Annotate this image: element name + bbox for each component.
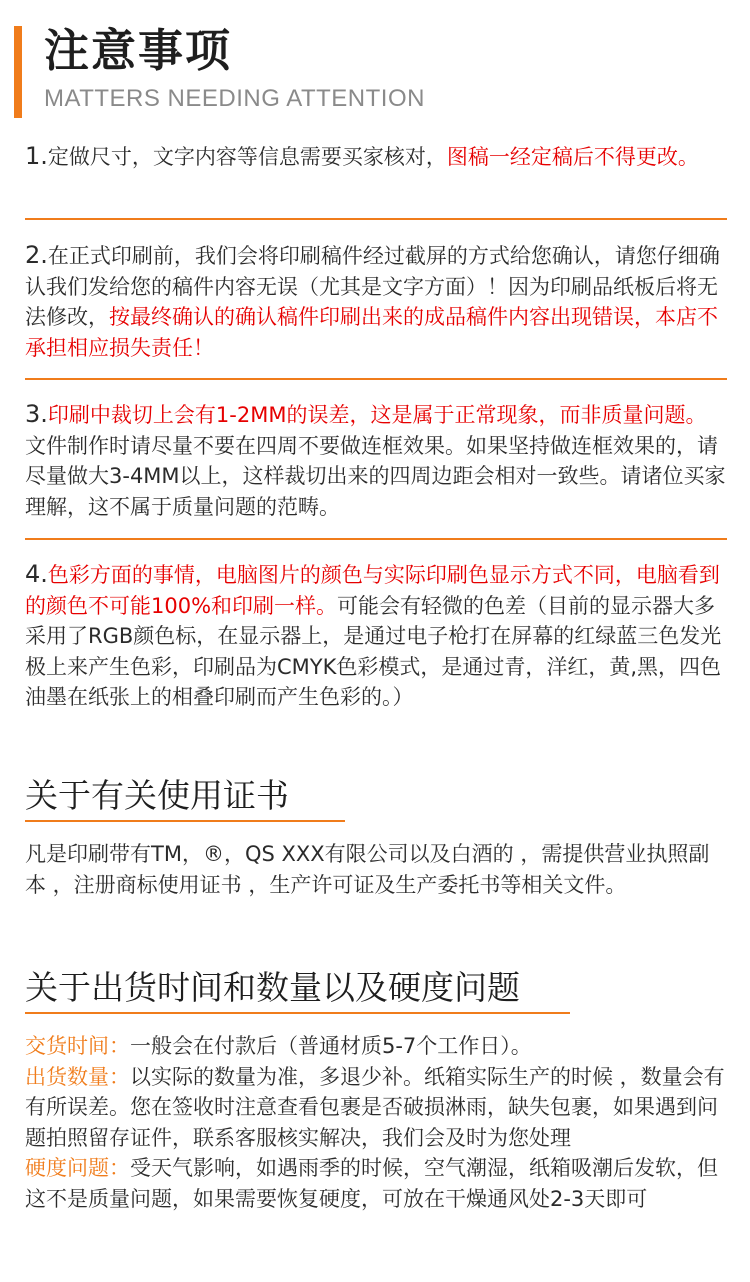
page-subtitle: MATTERS NEEDING ATTENTION (44, 85, 425, 112)
title-accent-bar (14, 26, 22, 118)
note-1-number: 1. (25, 142, 48, 170)
certificate-text: 凡是印刷带有TM，®，QS XXX有限公司以及白酒的 ，需提供营业执照副本 ，注册商标使用证书 ，生产许可证及生产委托书等相关文件。 (25, 842, 710, 897)
shipping-list (25, 1031, 725, 1214)
shipping-heading: 关于出货时间和数量以及硬度问题 (25, 968, 520, 1007)
shipping-item-hardness (25, 1153, 725, 1214)
note-2 (25, 240, 727, 363)
note-4-warning: 色彩方面的事情，电脑图片的颜色与实际印刷色显示方式不同，电脑看到的颜色不可能100%和印刷一样。 (25, 563, 720, 618)
page-title: 注意事项 (44, 24, 233, 77)
title-block (14, 10, 734, 110)
note-3 (25, 399, 727, 522)
shipping-heading-underline (25, 1012, 570, 1014)
note-4 (25, 559, 727, 713)
note-4-text: 可能会有轻微的色差（目前的显示器大多采用了RGB颜色标，在显示器上，是通过电子枪打在屏幕的红绿蓝三色发光极上来产生色彩，印刷品为CMYK色彩模式，是通过青，洋红，黄,黑，四色油墨在纸张上的相叠印刷而产生色彩的。） (25, 593, 722, 709)
quantity-label: 出货数量： (25, 1064, 130, 1089)
note-2-text: 在正式印刷前，我们会将印刷稿件经过截屏的方式给您确认，请您仔细确认我们发给您的稿件内容无误（尤其是文字方面）！因为印刷品纸板后将无法修改， (25, 244, 720, 329)
note-4-number: 4. (25, 560, 48, 588)
hardness-text: 受天气影响，如遇雨季的时候，空气潮湿，纸箱吸潮后发软，但这不是质量问题，如果需要恢复硬度，可放在干燥通风处2-3天即可 (25, 1156, 718, 1211)
divider-3 (25, 538, 727, 540)
shipping-item-quantity (25, 1062, 725, 1154)
delivery-text: 一般会在付款后（普通材质5-7个工作日）。 (130, 1034, 532, 1058)
hardness-label: 硬度问题： (25, 1156, 130, 1180)
divider-2 (25, 378, 727, 380)
shipping-item-delivery (25, 1031, 725, 1062)
note-1 (25, 141, 727, 173)
certificate-heading: 关于有关使用证书 (25, 776, 289, 815)
certificate-heading-underline (25, 820, 345, 822)
note-3-text: 文件制作时请尽量不要在四周不要做连框效果。如果坚持做连框效果的，请尽量做大3-4MM以上，这样裁切出来的四周边距会相对一致些。请诸位买家理解，这不属于质量问题的范畴。 (25, 433, 726, 519)
note-2-warning: 按最终确认的确认稿件印刷出来的成品稿件内容出现错误，本店不承担相应损失责任！ (25, 305, 718, 360)
delivery-label: 交货时间： (25, 1034, 130, 1058)
note-2-number: 2. (25, 241, 48, 269)
note-3-warning: 印刷中裁切上会有1-2MM的误差，这是属于正常现象，而非质量问题。 (47, 403, 707, 427)
divider-1 (25, 218, 727, 220)
note-3-number: 3. (25, 400, 48, 428)
note-1-text: 定做尺寸，文字内容等信息需要买家核对， (47, 145, 447, 169)
note-1-warning: 图稿一经定稿后不得更改。 (446, 145, 699, 169)
quantity-text: 以实际的数量为准，多退少补。纸箱实际生产的时候 ，数量会有有所误差。您在签收时注意查看包裹是否破损淋雨，缺失包裹，如果遇到问题拍照留存证件，联系客服核实解决，我们会及时为您处理 (25, 1064, 725, 1150)
